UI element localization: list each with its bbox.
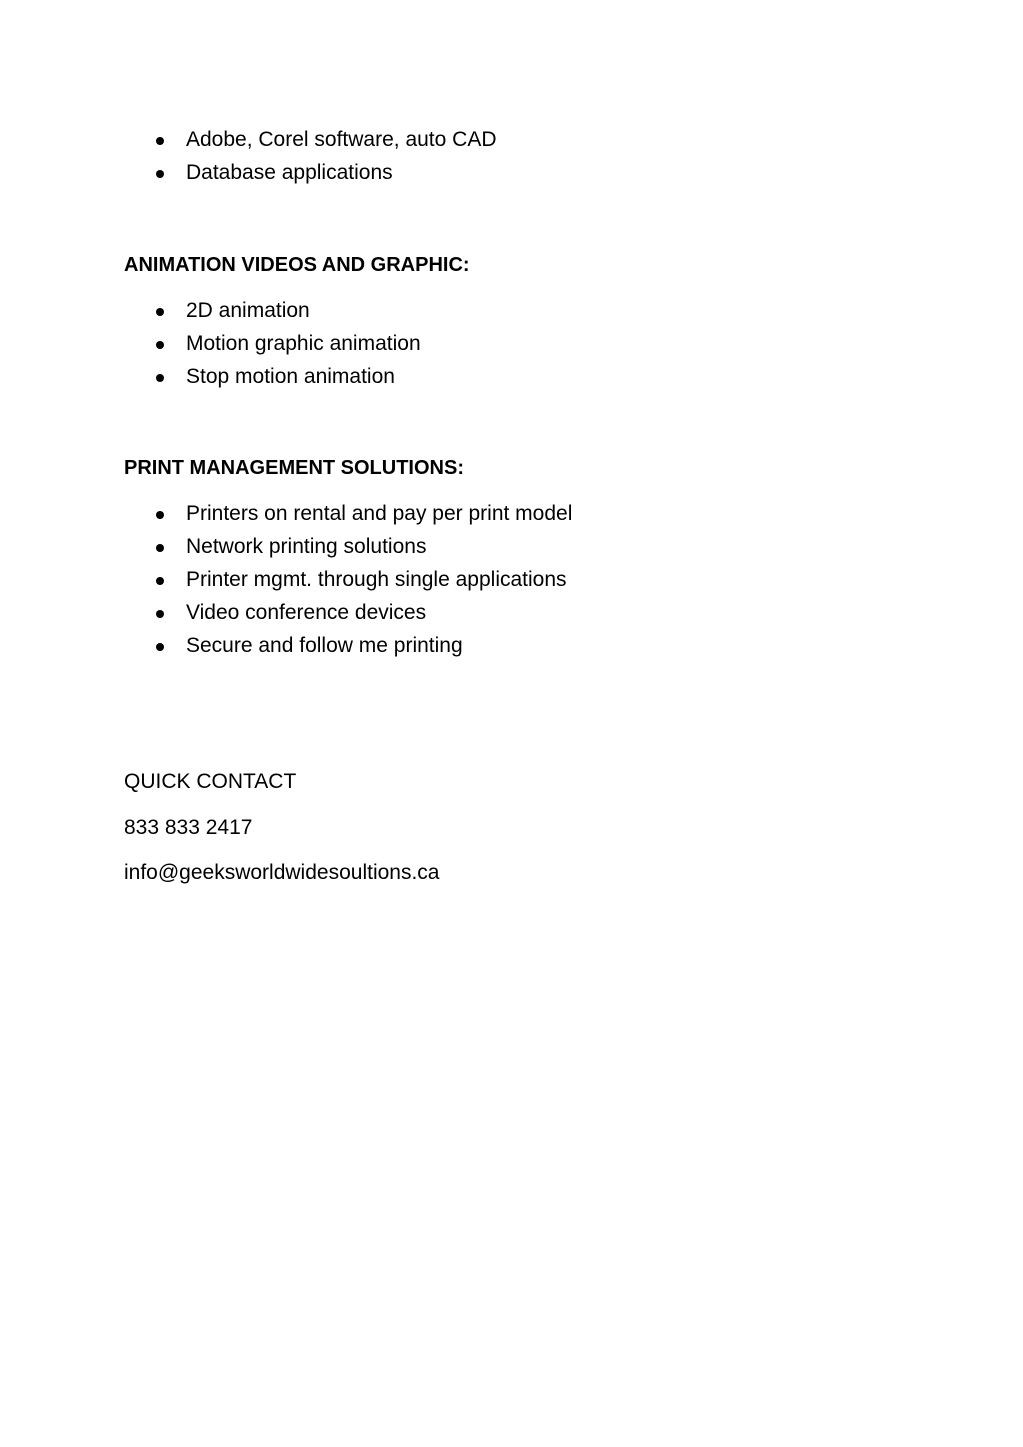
bullet-icon [156, 374, 164, 382]
bullet-icon [156, 341, 164, 349]
bullet-icon [156, 643, 164, 651]
bullet-icon [156, 544, 164, 552]
bullet-icon [156, 137, 164, 145]
animation-heading: ANIMATION VIDEOS AND GRAPHIC: [124, 254, 470, 276]
bullet-icon [156, 511, 164, 519]
contact-title: QUICK CONTACT [124, 770, 297, 793]
list-item: 2D animation [186, 299, 310, 322]
list-item: Database applications [186, 161, 393, 184]
bullet-icon [156, 610, 164, 618]
list-item: Stop motion animation [186, 365, 395, 388]
contact-email: info@geeksworldwidesoultions.ca [124, 861, 440, 884]
print-heading: PRINT MANAGEMENT SOLUTIONS: [124, 457, 464, 479]
bullet-icon [156, 577, 164, 585]
list-item: Printers on rental and pay per print model [186, 502, 573, 525]
list-item: Printer mgmt. through single applications [186, 568, 567, 591]
list-item: Motion graphic animation [186, 332, 421, 355]
list-item: Video conference devices [186, 601, 427, 624]
contact-phone: 833 833 2417 [124, 816, 253, 839]
list-item: Adobe, Corel software, auto CAD [186, 128, 497, 151]
bullet-icon [156, 308, 164, 316]
list-item: Network printing solutions [186, 535, 427, 558]
list-item: Secure and follow me printing [186, 634, 463, 657]
bullet-icon [156, 170, 164, 178]
